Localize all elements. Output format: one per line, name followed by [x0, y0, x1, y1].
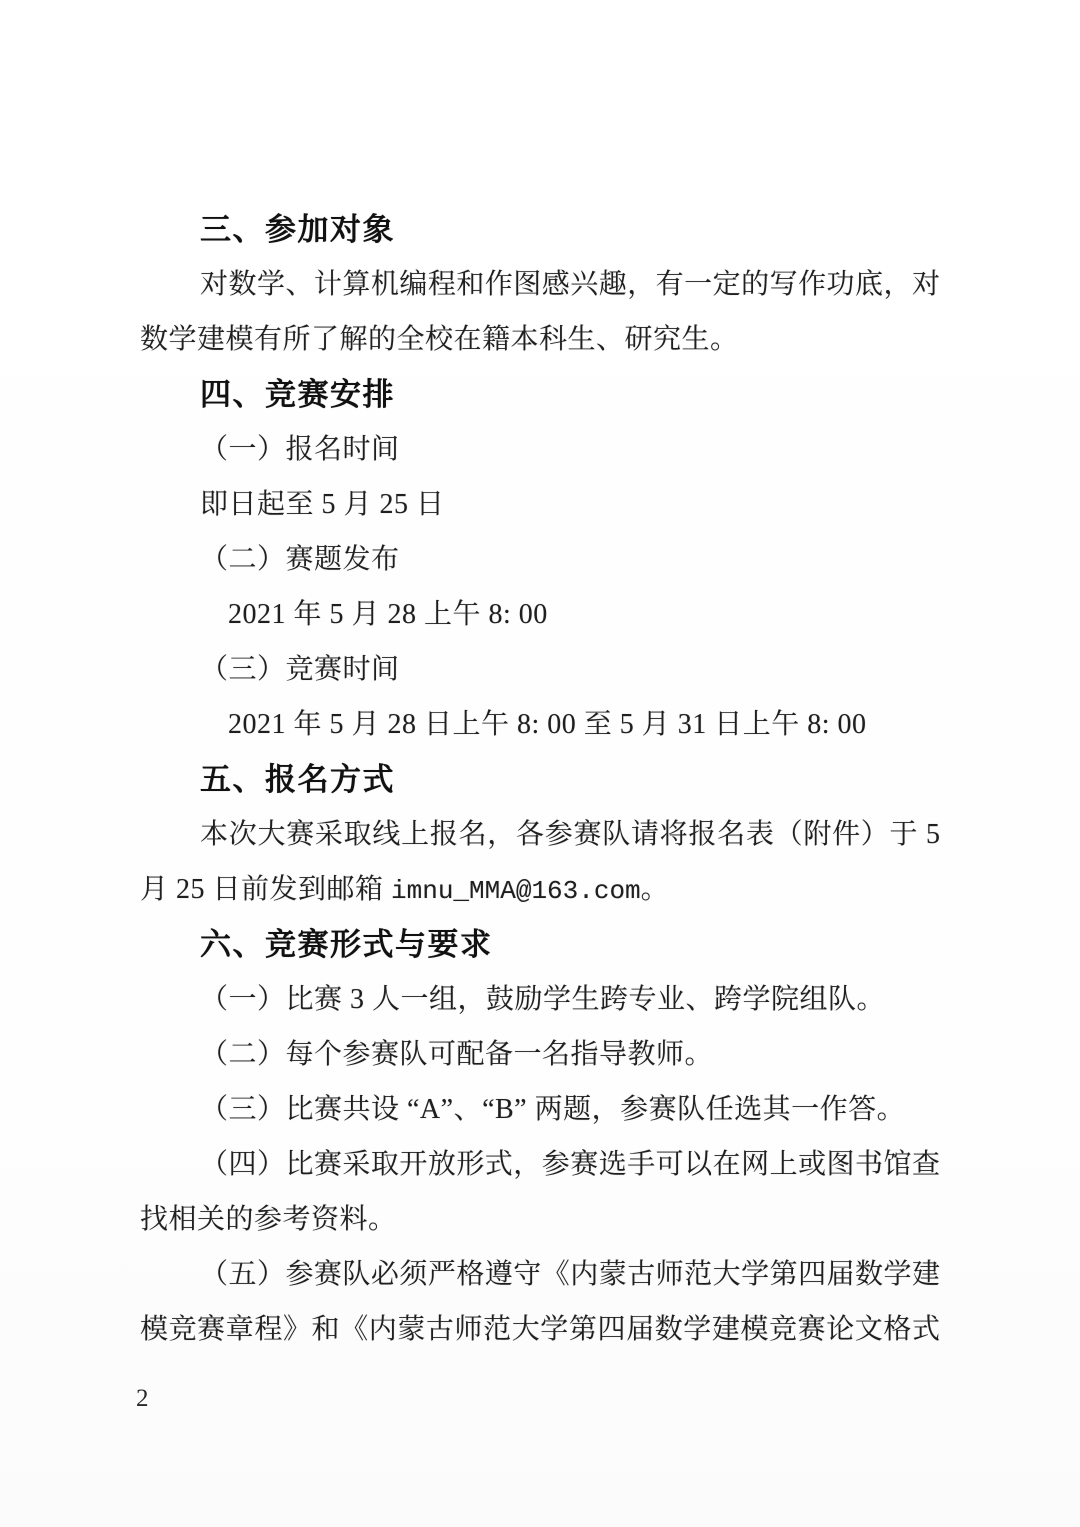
section-heading-format-requirements: 六、竞赛形式与要求: [200, 927, 493, 962]
email-address: imnu_MMA@163.com: [391, 876, 641, 906]
text-line: 数学建模有所了解的全校在籍本科生、研究生。: [140, 324, 739, 355]
section-heading-registration: 五、报名方式: [200, 762, 395, 797]
text-line: 找相关的参考资料。: [140, 1204, 397, 1235]
text-line: （五）参赛队必须严格遵守《内蒙古师范大学第四届数学建: [200, 1259, 940, 1290]
document-body: [140, 202, 940, 1357]
text-line: （一）比赛 3 人一组，鼓励学生跨专业、跨学院组队。: [200, 984, 886, 1015]
page-number: 2: [136, 1385, 149, 1412]
text-line: 对数学、计算机编程和作图感兴趣，有一定的写作功底，对: [200, 269, 940, 300]
text-line: （三）竞赛时间: [200, 654, 400, 685]
text-line: 本次大赛采取线上报名，各参赛队请将报名表（附件）于 5: [200, 819, 940, 850]
text-line: 2021 年 5 月 28 日上午 8: 00 至 5 月 31 日上午 8: 00: [228, 709, 867, 740]
text-line: 模竞赛章程》和《内蒙古师范大学第四届数学建模竞赛论文格式: [140, 1314, 940, 1345]
text-line-with-email: [140, 862, 940, 917]
text-line: （二）每个参赛队可配备一名指导教师。: [200, 1039, 714, 1070]
section-heading-schedule: 四、竞赛安排: [200, 377, 395, 412]
text-line: 2021 年 5 月 28 上午 8: 00: [228, 599, 548, 630]
text-line: （三）比赛共设 “A”、“B” 两题，参赛队任选其一作答。: [200, 1094, 906, 1125]
email-line-prefix: 月 25 日前发到邮箱: [140, 874, 392, 905]
text-line: （四）比赛采取开放形式，参赛选手可以在网上或图书馆查: [200, 1149, 940, 1180]
section-heading-participants: 三、参加对象: [200, 212, 395, 247]
email-line-suffix: 。: [640, 874, 670, 905]
text-line: （一）报名时间: [200, 434, 400, 465]
text-line: 即日起至 5 月 25 日: [200, 489, 445, 520]
text-line: （二）赛题发布: [200, 544, 400, 575]
